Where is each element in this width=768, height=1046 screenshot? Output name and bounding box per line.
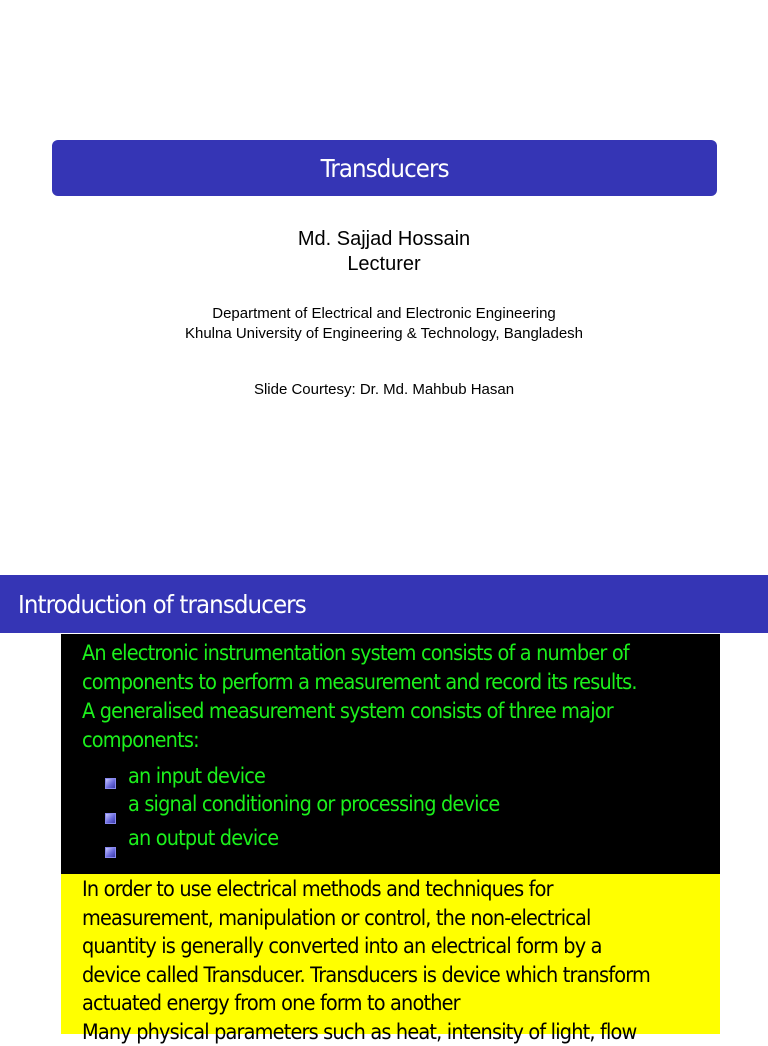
list-item-text: an output device xyxy=(128,826,278,850)
intro-line: An electronic instrumentation system consists of a number of xyxy=(82,639,708,668)
slide-title: Transducers xyxy=(320,154,448,183)
author-role: Lecturer xyxy=(0,252,768,277)
slide-heading: Introduction of transducers xyxy=(18,590,306,619)
definition-line: actuated energy from one form to another xyxy=(82,989,717,1018)
university-name: Khulna University of Engineering & Technology, Bangladesh xyxy=(0,324,768,344)
definition-line: In order to use electrical methods and techniques for xyxy=(82,875,717,904)
definition-paragraph xyxy=(82,874,717,1046)
definition-line: device called Transducer. Transducers is device which transform xyxy=(82,961,717,990)
header-bar xyxy=(0,575,768,633)
title-bar xyxy=(52,140,717,196)
intro-slide xyxy=(0,575,768,1024)
author-block xyxy=(0,227,768,277)
intro-line: components to perform a measurement and record its results. xyxy=(82,668,708,697)
definition-line: Many physical parameters such as heat, intensity of light, flow xyxy=(82,1018,717,1046)
author-name: Md. Sajjad Hossain xyxy=(0,227,768,252)
square-bullet-icon xyxy=(105,847,116,858)
intro-text-box xyxy=(61,634,720,875)
list-item xyxy=(105,764,277,788)
list-item xyxy=(105,826,291,850)
definition-line: quantity is generally converted into an electrical form by a xyxy=(82,932,717,961)
department-name: Department of Electrical and Electronic Engineering xyxy=(0,304,768,324)
transducer-definition-box xyxy=(61,874,720,1034)
list-item-text: an input device xyxy=(128,764,265,788)
square-bullet-icon xyxy=(105,813,116,824)
affiliation-block xyxy=(0,304,768,344)
definition-line: measurement, manipulation or control, the non-electrical xyxy=(82,904,717,933)
intro-line: A generalised measurement system consists of three major xyxy=(82,697,708,726)
square-bullet-icon xyxy=(105,778,116,789)
intro-paragraph xyxy=(82,639,708,755)
intro-line: components: xyxy=(82,726,708,755)
list-item-text: a signal conditioning or processing device xyxy=(128,792,499,816)
slide-courtesy: Slide Courtesy: Dr. Md. Mahbub Hasan xyxy=(0,380,768,400)
list-item xyxy=(105,792,532,816)
